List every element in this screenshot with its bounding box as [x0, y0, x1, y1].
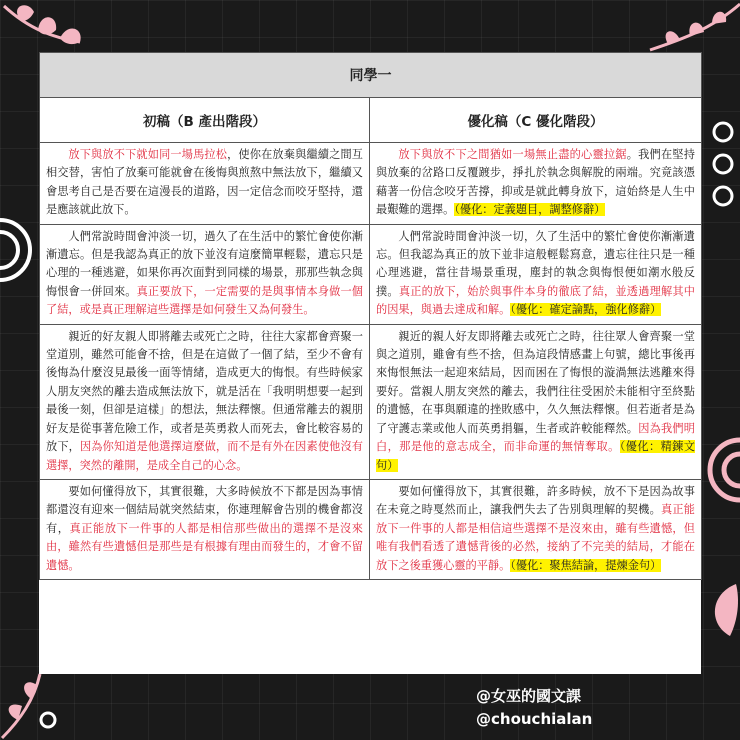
body-text: 人們常說時間會沖淡一切，久了生活中的繁忙會使你漸漸遺忘。但我認為真正的放下並非這般輕鬆寫意，遺忘往往只是一種心理逃避，當往昔場景重現，塵封的執念與悔恨便如潮水般反撲。: [376, 229, 695, 298]
key-sentence: 放下與放不下就如同一場馬拉松: [68, 148, 228, 161]
key-sentence: 真正要放下，一定需要的是與事情本身做一個了結，或是真正理解這些選擇是如何發生又為何發生。: [46, 284, 363, 317]
key-sentence: 放下與放不下之間猶如一場無止盡的心靈拉鋸: [398, 148, 627, 161]
body-text: 親近的好友親人即將離去或死亡之時，往往大家都會齊聚一堂道別，雖然可能會不捨，但是在這做了一個了結，至少不會有後悔為什麼沒見最後一面等情緒，造成更大的悔恨。有些時候家人朋友突然的離去造成無法放下，就是活在「我明明想要一起到最後一刻，但卻是這樣」的想法，無法釋懷。但通常離去的親朋好友是從事著危險工作，或者是英勇救人而死去，會比較容易的放下，: [46, 329, 363, 454]
optimization-note: （優化：確定論點，強化修辭）: [510, 303, 662, 317]
body-text: 人們常說時間會沖淡一切，過久了在生活中的繁忙會使你漸漸遺忘。但是我認為真正的放下並沒有這麼簡單輕鬆，遺忘只是心理的一種逃避，如果你再次面對到同樣的場景，那那些執念與悔恨會一併回來。: [46, 229, 363, 298]
column-header-draft: 初稿（B 產出階段）: [40, 98, 370, 143]
table-row: [40, 479, 702, 579]
comparison-card: [39, 52, 701, 674]
author-handle-chinese: @女巫的國文課: [476, 687, 582, 705]
comparison-table: [39, 52, 702, 580]
draft-paragraph-1: [40, 143, 370, 225]
optimization-note: （優化：精鍊文句）: [376, 440, 695, 472]
key-sentence: 真正能放下一件事的人都是相信那些做出的選擇不是沒來由，雖然有些遺憾但是那些是有根據有理由而發生的，才會不留遺憾。: [46, 521, 363, 572]
pink-leaf-bottom-right: [700, 580, 740, 640]
key-sentence: 因為你知道是他選擇這麼做，而不是有外在因素使他沒有選擇，突然的離開，是成全自己的心念。: [46, 440, 363, 472]
key-sentence: 因為我們明白，那是他的意志成全，而非命運的無情奪取。: [376, 421, 695, 454]
key-sentence: 真正能放下一件事的人都是相信這些選擇不是沒來由，雖有些遺憾，但唯有我們看透了遺憾背後的必然，接納了不完美的結局，才能在放下之後重獲心靈的平靜。: [376, 503, 695, 572]
author-handle: [476, 685, 592, 731]
body-text: 。我們在堅持與放棄的岔路口反覆踱步，掙扎於執念與解脫的兩端。究竟該憑藉著一份信念咬牙苦撐，抑或是就此轉身放下，這始終是人生中最艱難的選擇。: [376, 148, 695, 217]
body-text: ，使你在放棄與繼續之間互相交替，害怕了放棄可能就會在後悔與煎熬中無法放下，繼續又會思考自己是否要在這漫長的道路，因一定信念而咬牙堅持，還是應該就此放下。: [46, 148, 363, 217]
body-text: 要如何懂得放下，其實很難，大多時候放不下都是因為事情都還沒有迎來一個結局就突然結束，你連理解會告別的機會都沒有，: [46, 484, 363, 535]
body-text: 親近的親人好友即將離去或死亡之時，往往眾人會齊聚一堂與之道別，雖會有些不捨，但為這段情感畫上句號，總比事後再來悔恨無法一起迎來結局，因而困在了悔恨的漩渦無法逃離來得要好。當親人朋友突然的離去，我們往往受困於未能相守至終點的遺憾，在事與願違的挫敗感中，久久無法釋懷。但若逝者是為了守護志業或他人而英勇捐軀，生者或許較能釋然。: [376, 329, 695, 435]
table-row: [40, 143, 702, 225]
white-dot-bottom: [36, 708, 60, 732]
table-row: [40, 324, 702, 479]
optimized-paragraph-2: [370, 224, 702, 324]
optimization-note: （優化：定義題目，調整修辭）: [454, 203, 606, 217]
author-handle-latin: @chouchialan: [476, 710, 593, 728]
draft-paragraph-3: [40, 324, 370, 479]
pink-leaf-branch-top-right: [640, 0, 740, 60]
optimized-paragraph-1: [370, 143, 702, 225]
body-text: 要如何懂得放下，其實很難，許多時候，放不下是因為故事在未竟之時戛然而止，讓我們失去了告別與理解的契機。: [376, 484, 695, 517]
optimized-paragraph-4: [370, 479, 702, 579]
table-title: 同學一: [40, 53, 702, 98]
pink-concentric-circles-right: [700, 410, 740, 530]
draft-paragraph-2: [40, 224, 370, 324]
optimized-paragraph-3: [370, 324, 702, 479]
white-concentric-circles-left: [0, 160, 40, 340]
key-sentence: 真正的放下，始於與事件本身的徹底了結，並透過理解其中的因果，與過去達成和解。: [376, 284, 695, 317]
white-circle-dots-top-right: [708, 120, 738, 220]
table-row: [40, 224, 702, 324]
optimization-note: （優化：聚焦結論，提煉金句）: [510, 558, 662, 572]
draft-paragraph-4: [40, 479, 370, 579]
column-header-optimized: 優化稿（C 優化階段）: [370, 98, 702, 143]
